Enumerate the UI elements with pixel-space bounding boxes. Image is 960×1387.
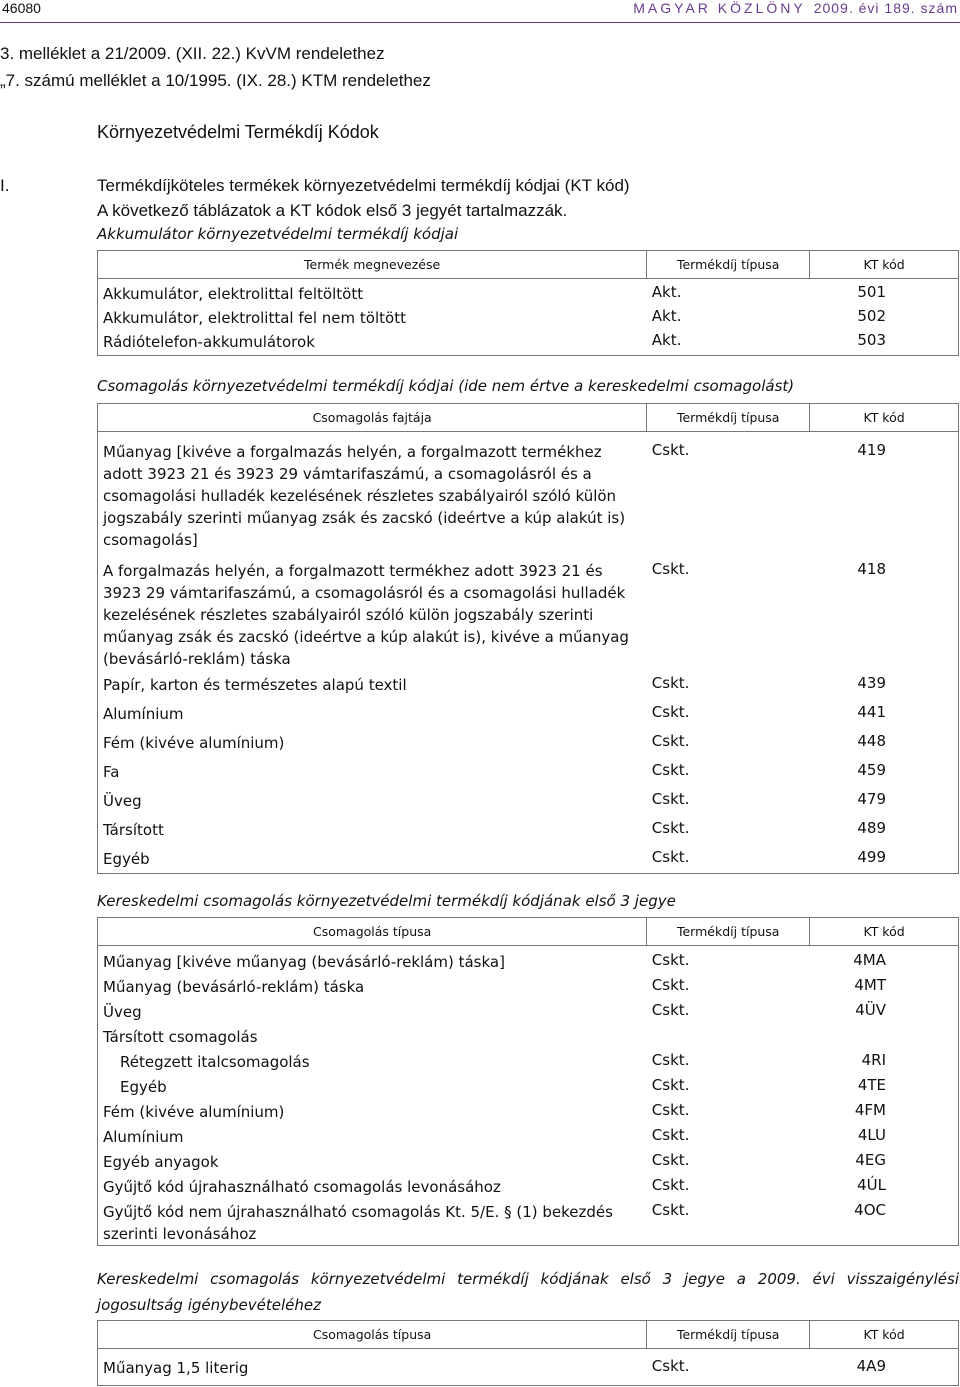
kt-code-cell: 419: [810, 432, 959, 552]
table-row: [98, 757, 959, 786]
product-name-cell: Műanyag (bevásárló-reklám) táska: [98, 975, 647, 1000]
table-row: [98, 975, 959, 1000]
kt-code-cell: 4MA: [810, 946, 959, 976]
header-rule: [0, 22, 960, 23]
column-header: KT kód: [810, 918, 959, 946]
fee-type-cell: Cskt.: [647, 1200, 810, 1246]
kt-code-cell: 502: [810, 307, 959, 331]
kt-code-cell: 499: [810, 844, 959, 874]
column-header: KT kód: [810, 404, 959, 432]
table-row: [98, 432, 959, 552]
fee-type-cell: Cskt.: [651, 1126, 690, 1144]
column-header: KT kód: [810, 251, 959, 279]
column-header: Csomagolás típusa: [98, 1321, 647, 1349]
fee-type-cell: Cskt.: [651, 1076, 690, 1094]
kt-code-cell: 4A9: [810, 1349, 959, 1386]
kt-code-cell: 4EG: [810, 1150, 959, 1175]
column-header: Termékdíj típusa: [647, 251, 810, 279]
fee-type-cell: Cskt.: [651, 674, 690, 692]
product-name-cell: Akkumulátor, elektrolittal feltöltött: [98, 279, 647, 308]
product-name-cell: Társított csomagolás: [98, 1025, 647, 1050]
battery-code-table: [97, 250, 959, 356]
fee-type-cell: Cskt.: [651, 1151, 690, 1169]
product-name-cell: Rétegzett italcsomagolás: [98, 1050, 647, 1075]
table-row: [98, 1349, 959, 1386]
product-name-cell: Társított: [98, 815, 647, 844]
product-name-cell: Műanyag [kivéve a forgalmazás helyén, a forgalmazott termékhez adott 3923 21 és 3923 29 vámtarifaszámú, a csomagolásról és a csomagolási hulladék kezelésének részletes szabályairól szóló külön jogszabály szerinti műanyag zsák és zacskó (ideértve a kúp alakút is) csomagolás]: [98, 432, 647, 552]
product-name-cell: A forgalmazás helyén, a forgalmazott termékhez adott 3923 21 és 3923 29 vámtarifaszámú, a csomagolásról és a csomagolási hulladék kezelésének részletes szabályairól szóló külön jogszabály szerinti műanyag zsák és zacskó (ideértve a kúp alakút is), kivéve a műanyag (bevásárló-reklám) táska: [98, 551, 647, 670]
table-row: [98, 699, 959, 728]
product-name-cell: Rádiótelefon-akkumulátorok: [98, 331, 647, 356]
kt-code-cell: 4ÜV: [810, 1000, 959, 1025]
table-row: [98, 815, 959, 844]
product-name-cell: Papír, karton és természetes alapú textil: [98, 670, 647, 699]
kt-code-cell: 4FM: [810, 1100, 959, 1125]
kt-code-cell: 459: [810, 757, 959, 786]
fee-type-cell: Akt.: [651, 307, 682, 325]
table-row: [98, 728, 959, 757]
table-row: [98, 1200, 959, 1246]
fee-type-cell: Cskt.: [651, 1051, 690, 1069]
product-name-cell: Gyűjtő kód újrahasználható csomagolás levonásához: [98, 1175, 647, 1200]
column-header: Termékdíj típusa: [647, 404, 810, 432]
annex-reference-1: 3. melléklet a 21/2009. (XII. 22.) KvVM rendelethez: [0, 44, 385, 63]
kt-code-cell: 448: [810, 728, 959, 757]
table-row: [98, 844, 959, 874]
table-row: [98, 551, 959, 670]
publication-name: MAGYAR KÖZLÖNY: [633, 0, 806, 16]
table-header-row: [98, 1321, 959, 1349]
kt-code-cell: 441: [810, 699, 959, 728]
column-header: Csomagolás fajtája: [98, 404, 647, 432]
kt-code-cell: 503: [810, 331, 959, 356]
section-description: A következő táblázatok a KT kódok első 3 jegyét tartalmazzák.: [97, 201, 568, 220]
table-row: [98, 946, 959, 976]
kt-code-cell: 4OC: [810, 1200, 959, 1246]
kt-code-cell: 4LU: [810, 1125, 959, 1150]
refund-packaging-code-table: [97, 1320, 959, 1386]
kt-code-cell: 479: [810, 786, 959, 815]
table-caption: Kereskedelmi csomagolás környezetvédelmi termékdíj kódjának első 3 jegye: [97, 892, 676, 910]
fee-type-cell: Cskt.: [651, 1001, 690, 1019]
table-row: [98, 786, 959, 815]
table-header-row: [98, 251, 959, 279]
kt-code-cell: [810, 1025, 959, 1050]
table-row: [98, 1150, 959, 1175]
fee-type-cell: Cskt.: [651, 732, 690, 750]
fee-type-cell: Cskt.: [651, 560, 690, 578]
document-title: Környezetvédelmi Termékdíj Kódok: [97, 122, 379, 142]
fee-type-cell: Akt.: [651, 283, 682, 301]
product-name-cell: Üveg: [98, 786, 647, 815]
table-row: [98, 1075, 959, 1100]
table-row: [98, 331, 959, 356]
product-name-cell: Fém (kivéve alumínium): [98, 728, 647, 757]
page-number: 46080: [2, 0, 41, 16]
fee-type-cell: Cskt.: [651, 790, 690, 808]
fee-type-cell: Cskt.: [647, 844, 810, 874]
table-header-row: [98, 918, 959, 946]
table-row: [98, 1025, 959, 1050]
kt-code-cell: 418: [810, 551, 959, 670]
table-row: [98, 1100, 959, 1125]
table-row: [98, 307, 959, 331]
table-row: [98, 279, 959, 308]
section-number: I.: [0, 176, 10, 195]
table-row: [98, 1000, 959, 1025]
product-name-cell: Fa: [98, 757, 647, 786]
product-name-cell: Műanyag 1,5 literig: [98, 1349, 647, 1386]
annex-reference-2: „7. számú melléklet a 10/1995. (IX. 28.) KTM rendelethez: [0, 71, 431, 90]
table-header-row: [98, 404, 959, 432]
kt-code-cell: 4RI: [810, 1050, 959, 1075]
kt-code-cell: 489: [810, 815, 959, 844]
product-name-cell: Akkumulátor, elektrolittal fel nem töltött: [98, 307, 647, 331]
publication-info: [633, 0, 958, 16]
table-caption: Kereskedelmi csomagolás környezetvédelmi termékdíj kódjának első 3 jegye a 2009. évi visszaigénylési jogosultság igénybevételéhez: [97, 1270, 959, 1314]
kt-code-cell: 439: [810, 670, 959, 699]
table-caption: Akkumulátor környezetvédelmi termékdíj kódjai: [97, 225, 459, 243]
fee-type-cell: Cskt.: [647, 1349, 810, 1386]
product-name-cell: Üveg: [98, 1000, 647, 1025]
column-header: KT kód: [810, 1321, 959, 1349]
product-name-cell: Egyéb: [98, 844, 647, 874]
fee-type-cell: [647, 1025, 810, 1050]
packaging-code-table: [97, 403, 959, 874]
page-header: [0, 0, 960, 20]
table-row: [98, 1050, 959, 1075]
kt-code-cell: 4TE: [810, 1075, 959, 1100]
fee-type-cell: Cskt.: [651, 761, 690, 779]
kt-code-cell: 4MT: [810, 975, 959, 1000]
section-title: Termékdíjköteles termékek környezetvédelmi termékdíj kódjai (KT kód): [97, 176, 630, 195]
table-caption: Csomagolás környezetvédelmi termékdíj kódjai (ide nem értve a kereskedelmi csomagolást): [97, 377, 795, 395]
product-name-cell: Egyéb anyagok: [98, 1150, 647, 1175]
fee-type-cell: Cskt.: [651, 441, 690, 459]
fee-type-cell: Cskt.: [651, 1101, 690, 1119]
fee-type-cell: Cskt.: [651, 951, 690, 969]
kt-code-cell: 501: [810, 279, 959, 308]
commercial-packaging-code-table: [97, 917, 959, 1246]
issue-number: 2009. évi 189. szám: [813, 0, 958, 16]
product-name-cell: Gyűjtő kód nem újrahasználható csomagolás Kt. 5/E. § (1) bekezdés szerinti levonásához: [98, 1200, 647, 1246]
column-header: Termékdíj típusa: [647, 918, 810, 946]
kt-code-cell: 4ÚL: [810, 1175, 959, 1200]
product-name-cell: Fém (kivéve alumínium): [98, 1100, 647, 1125]
column-header: Termékdíj típusa: [647, 1321, 810, 1349]
fee-type-cell: Akt.: [647, 331, 810, 356]
product-name-cell: Műanyag [kivéve műanyag (bevásárló-reklám) táska]: [98, 946, 647, 976]
table-row: [98, 1175, 959, 1200]
fee-type-cell: Cskt.: [651, 819, 690, 837]
column-header: Csomagolás típusa: [98, 918, 647, 946]
column-header: Termék megnevezése: [98, 251, 647, 279]
fee-type-cell: Cskt.: [651, 703, 690, 721]
product-name-cell: Alumínium: [98, 1125, 647, 1150]
product-name-cell: Egyéb: [98, 1075, 647, 1100]
table-row: [98, 670, 959, 699]
table-row: [98, 1125, 959, 1150]
fee-type-cell: Cskt.: [651, 1176, 690, 1194]
product-name-cell: Alumínium: [98, 699, 647, 728]
fee-type-cell: Cskt.: [651, 976, 690, 994]
